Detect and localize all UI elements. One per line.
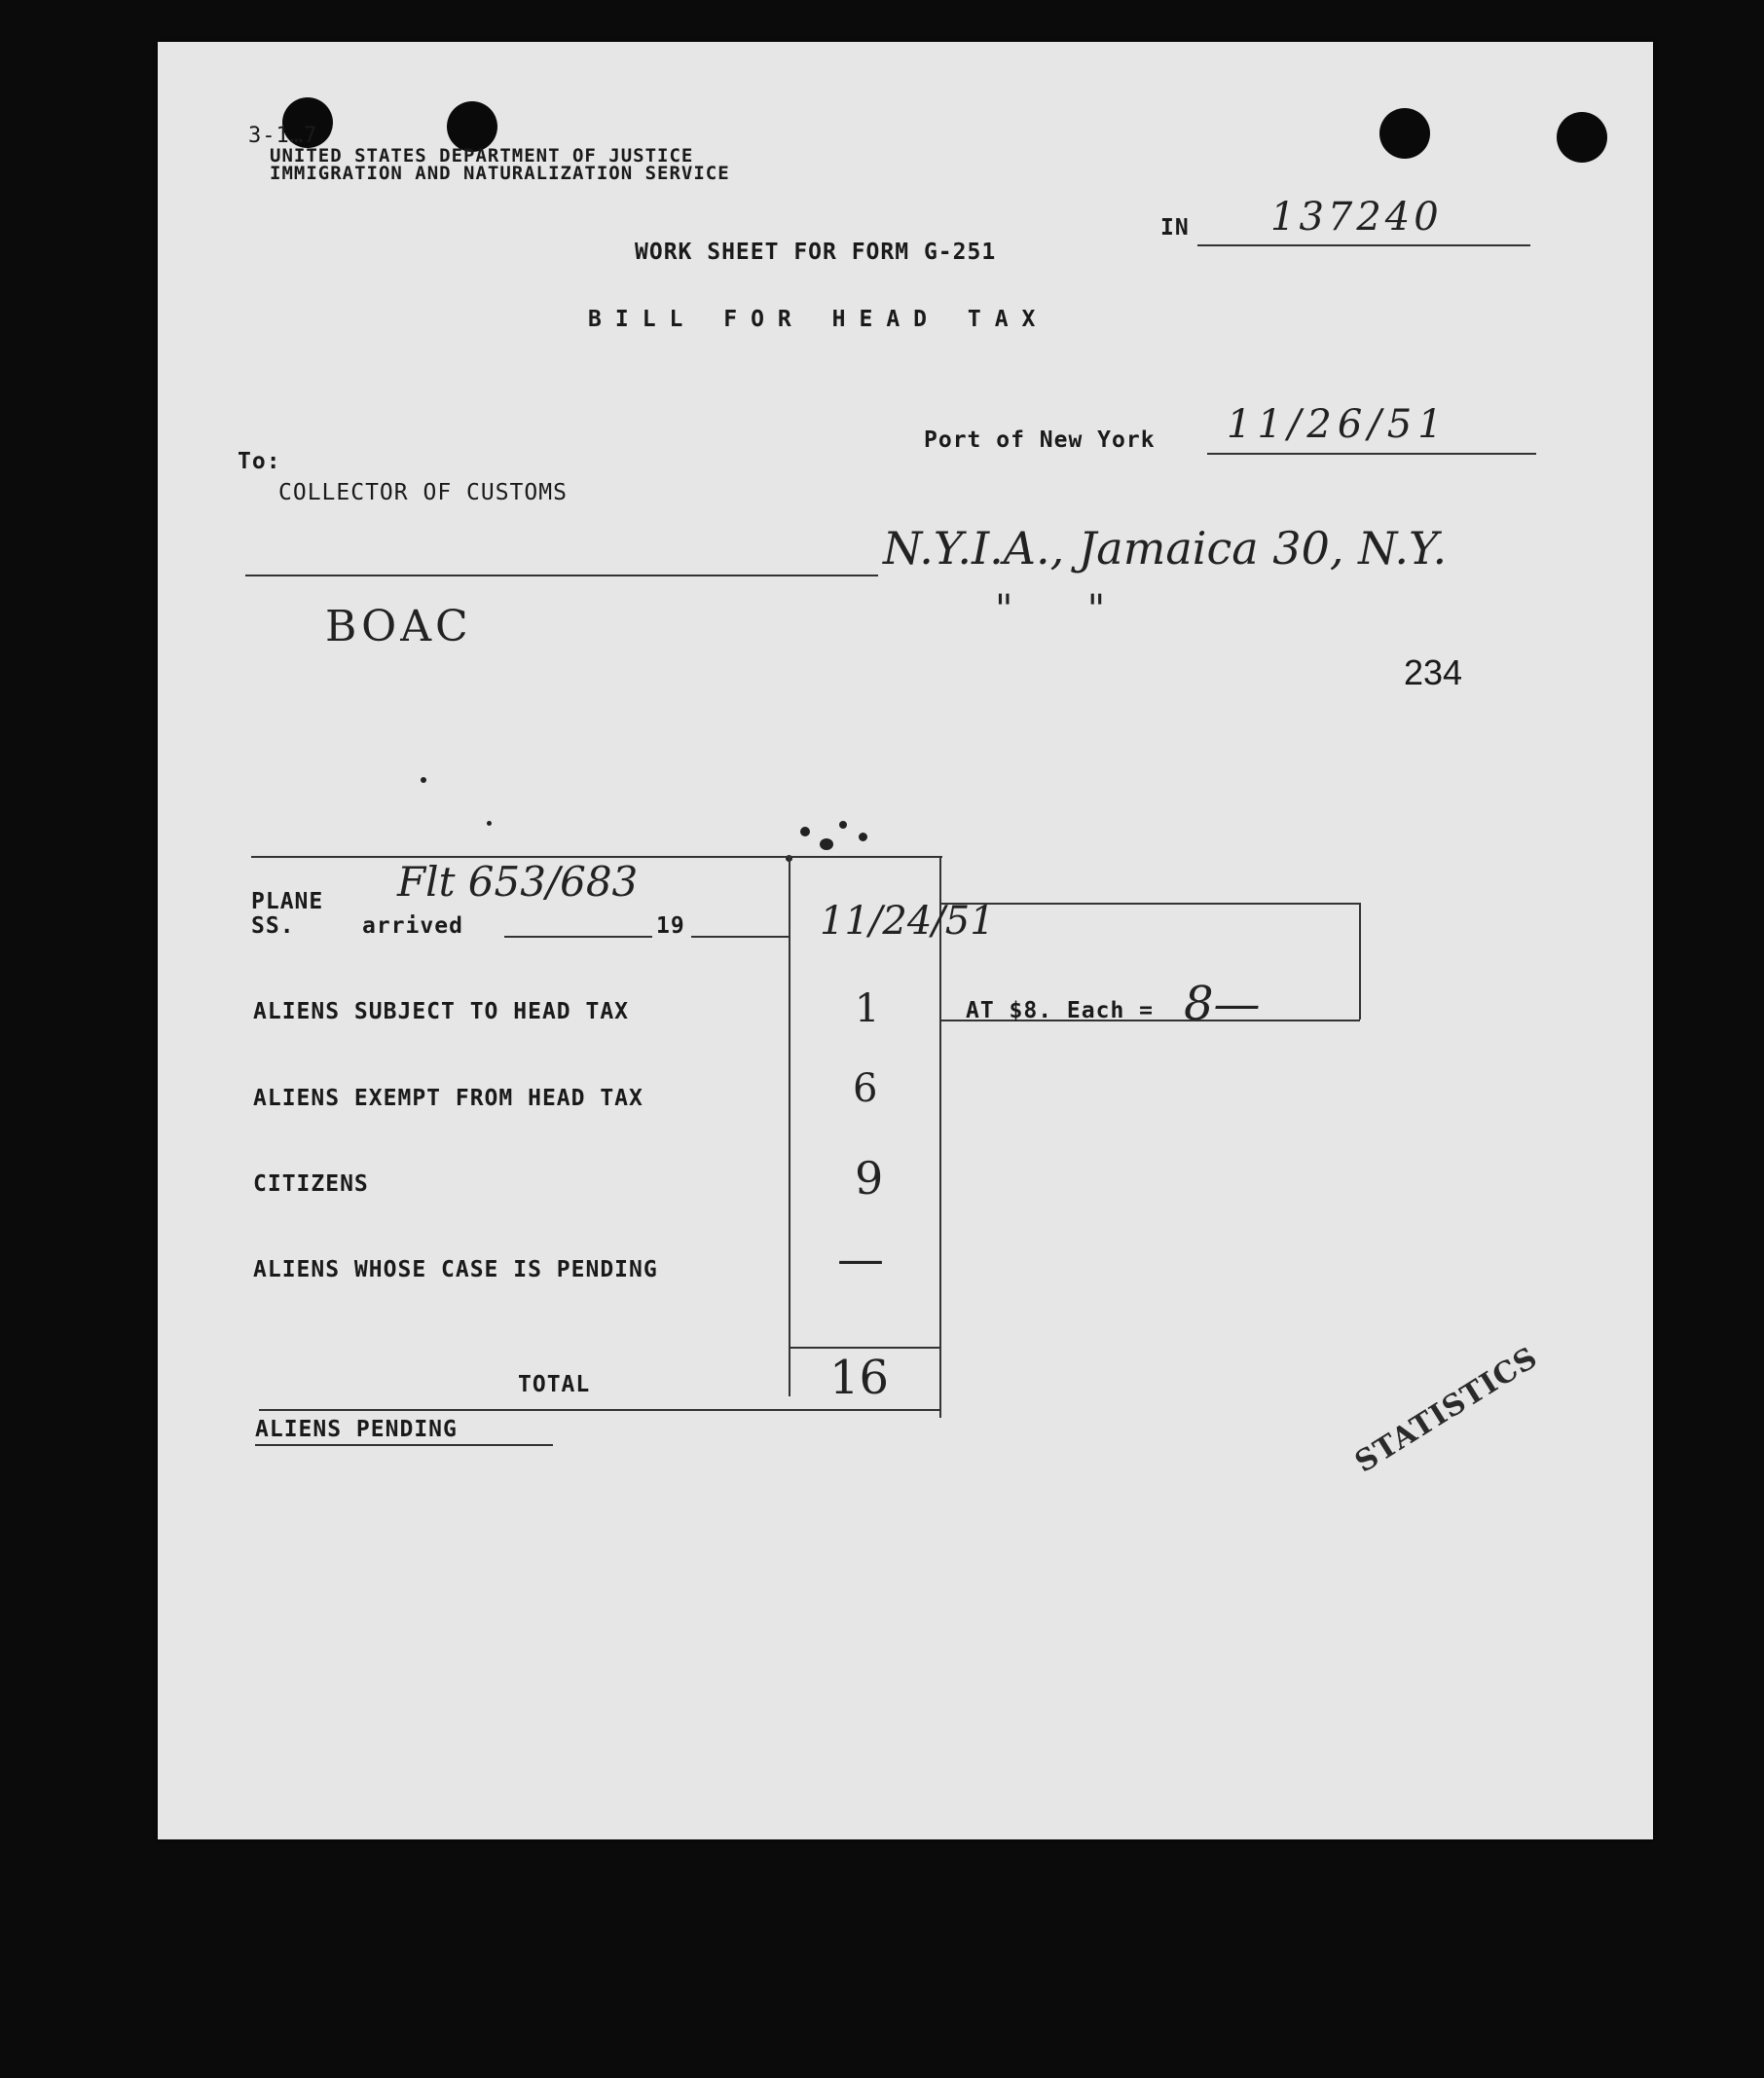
agency-line-2: IMMIGRATION AND NATURALIZATION SERVICE (270, 163, 730, 184)
statistics-stamp: STATISTICS (1349, 1340, 1544, 1480)
punch-hole-3 (1379, 108, 1430, 159)
agency-line-1: UNITED STATES DEPARTMENT OF JUSTICE (270, 145, 694, 167)
year-label: 19 (656, 913, 685, 939)
ink-speck (487, 821, 492, 826)
aliens-pending-line (255, 1444, 553, 1446)
arrived-date-line (504, 936, 652, 938)
ditto-marks: " " (995, 587, 1106, 632)
to-value: COLLECTOR OF CUSTOMS (278, 480, 568, 505)
form-code: 3-1…7 (248, 124, 318, 148)
port-date-line (1207, 453, 1536, 455)
row-label-citizens: CITIZENS (253, 1171, 369, 1197)
carrier-handwritten: BOAC (325, 602, 472, 651)
ss-label: SS. (251, 913, 295, 939)
year-line (691, 936, 789, 938)
total-top-line (790, 1347, 941, 1349)
aliens-pending-label: ALIENS PENDING (255, 1417, 458, 1442)
in-number-line (1197, 244, 1530, 246)
arrived-label: arrived (362, 913, 463, 939)
form-title: WORK SHEET FOR FORM G-251 (635, 240, 997, 265)
to-label: To: (238, 449, 281, 474)
row-value-subject: 1 (855, 986, 880, 1031)
address-handwritten: N.Y.I.A., Jamaica 30, N.Y. (883, 522, 1448, 575)
row-value-pending: — (837, 1232, 884, 1286)
document-sheet (158, 42, 1653, 1839)
row-value-exempt: 6 (853, 1066, 878, 1111)
punch-hole-4 (1557, 112, 1607, 163)
in-number: 137240 (1270, 195, 1443, 240)
rate-label: AT $8. Each = (966, 998, 1155, 1023)
rate-box-top (941, 903, 1360, 905)
ink-speck (820, 838, 833, 850)
stamped-number: 234 (1404, 652, 1463, 692)
row-label-exempt: ALIENS EXEMPT FROM HEAD TAX (253, 1086, 643, 1111)
row-label-subject: ALIENS SUBJECT TO HEAD TAX (253, 999, 630, 1024)
port-label: Port of New York (924, 427, 1156, 453)
total-value: 16 (829, 1351, 890, 1405)
ink-speck (421, 777, 426, 783)
to-address-line (245, 575, 878, 576)
row-label-pending: ALIENS WHOSE CASE IS PENDING (253, 1257, 658, 1282)
in-label: IN (1160, 215, 1190, 241)
arrival-date-handwritten: 11/24/51 (820, 899, 995, 944)
row-value-citizens: 9 (855, 1152, 884, 1205)
rate-box-right (1359, 903, 1361, 1020)
plane-label: PLANE (251, 889, 324, 914)
ink-speck (800, 827, 810, 836)
port-date: 11/26/51 (1227, 402, 1449, 447)
rate-amount: 8— (1184, 977, 1261, 1031)
form-subtitle: BILL FOR HEAD TAX (588, 307, 1049, 332)
flight-handwritten: Flt 653/683 (397, 858, 639, 906)
table-bottom-line (259, 1409, 940, 1411)
ink-speck (859, 833, 867, 841)
ink-speck (839, 821, 847, 829)
count-column-left (789, 856, 790, 1396)
total-label: TOTAL (518, 1372, 591, 1397)
table-top-line-right (790, 856, 942, 858)
